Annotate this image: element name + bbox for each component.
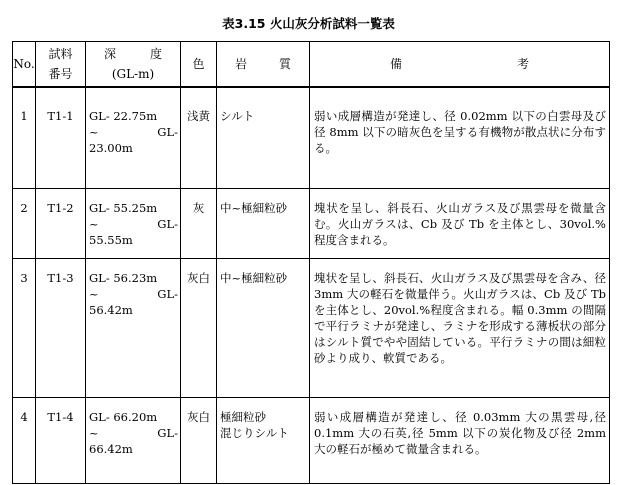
- depth-to: 56.42m: [89, 302, 133, 317]
- depth-to: 66.42m: [89, 441, 133, 456]
- rock-type: シルト: [217, 97, 310, 188]
- header-sample-number: 試料 番号: [36, 42, 86, 88]
- remarks: 弱い成層構造が発達し、径 0.02mm 以下の白雲母及び径 8mm 以下の暗灰色を呈する有機物が散点状に分布する。: [310, 97, 610, 188]
- depth-range: [86, 397, 181, 483]
- rock-type: 中~極細粒砂: [217, 258, 310, 397]
- depth-tilde: ~: [89, 286, 99, 301]
- depth-to: 23.00m: [89, 141, 133, 155]
- rock-type: 中~極細粒砂: [217, 188, 310, 258]
- header-color: 色: [181, 42, 217, 88]
- depth-range: [86, 97, 181, 188]
- depth-tilde: ~: [89, 125, 99, 139]
- depth-tilde: ~: [89, 425, 99, 440]
- row-number: 3: [13, 258, 36, 397]
- depth-from: GL- 22.75m: [89, 109, 158, 123]
- depth-from: GL- 66.20m: [89, 409, 158, 424]
- depth-from: GL- 56.23m: [89, 270, 158, 285]
- table-row: [13, 397, 610, 483]
- remarks: 塊状を呈し、斜長石、火山ガラス及び黒雲母を微量含む。火山ガラスは、Cb 及び Tb を主体とし、30vol.%程度含まれる。: [310, 188, 610, 258]
- header-depth: 深 度 (GL-m): [86, 42, 181, 88]
- color-cell: 灰: [181, 188, 217, 258]
- table-row: [13, 188, 610, 258]
- row-number: 4: [13, 397, 36, 483]
- sample-id: T1-4: [36, 397, 86, 483]
- color-cell: 浅黄: [181, 97, 217, 188]
- header-row: [13, 42, 610, 88]
- header-rock-type: 岩 質: [217, 42, 310, 88]
- color-cell: 灰白: [181, 258, 217, 397]
- depth-to: 55.55m: [89, 232, 133, 247]
- sample-id: T1-2: [36, 188, 86, 258]
- remarks: 弱い成層構造が発達し、径 0.03mm 大の黒雲母,径 0.1mm 大の石英,径 5mm 以下の炭化物及び径 2mm 大の軽石が極めて微量含まれる。: [310, 397, 610, 483]
- depth-gl: GL-: [157, 286, 178, 301]
- sample-id: T1-1: [36, 97, 86, 188]
- remarks: 塊状を呈し、斜長石、火山ガラス及び黒雲母を含み、径 3mm 大の軽石を微量伴う。火山ガラスは、Cb 及び Tb を主体とし、20vol.%程度含まれる。幅 0.3mm の間隔で平行ラミナが発達し、ラミナを形成する薄板状の部分はシルト質でやや固結している。平行ラミナの間は細粒砂より成り、軟質である。: [310, 258, 610, 397]
- depth-range: [86, 258, 181, 397]
- sample-id: T1-3: [36, 258, 86, 397]
- table-title: 表3.15 火山灰分析試料一覧表: [222, 16, 395, 31]
- header-remarks: 備 考: [310, 42, 610, 88]
- depth-gl: GL-: [157, 125, 178, 139]
- header-no: No.: [13, 42, 36, 88]
- table-row: [13, 258, 610, 397]
- rock-type: 極細粒砂 混じりシルト: [217, 397, 310, 483]
- depth-from: GL- 55.25m: [89, 200, 158, 215]
- depth-tilde: ~: [89, 216, 99, 231]
- row-number: 2: [13, 188, 36, 258]
- table-row: [13, 97, 610, 188]
- row-number: 1: [13, 97, 36, 188]
- depth-range: [86, 188, 181, 258]
- depth-gl: GL-: [157, 425, 178, 440]
- color-cell: 灰白: [181, 397, 217, 483]
- sample-table: [12, 41, 610, 484]
- depth-gl: GL-: [157, 216, 178, 231]
